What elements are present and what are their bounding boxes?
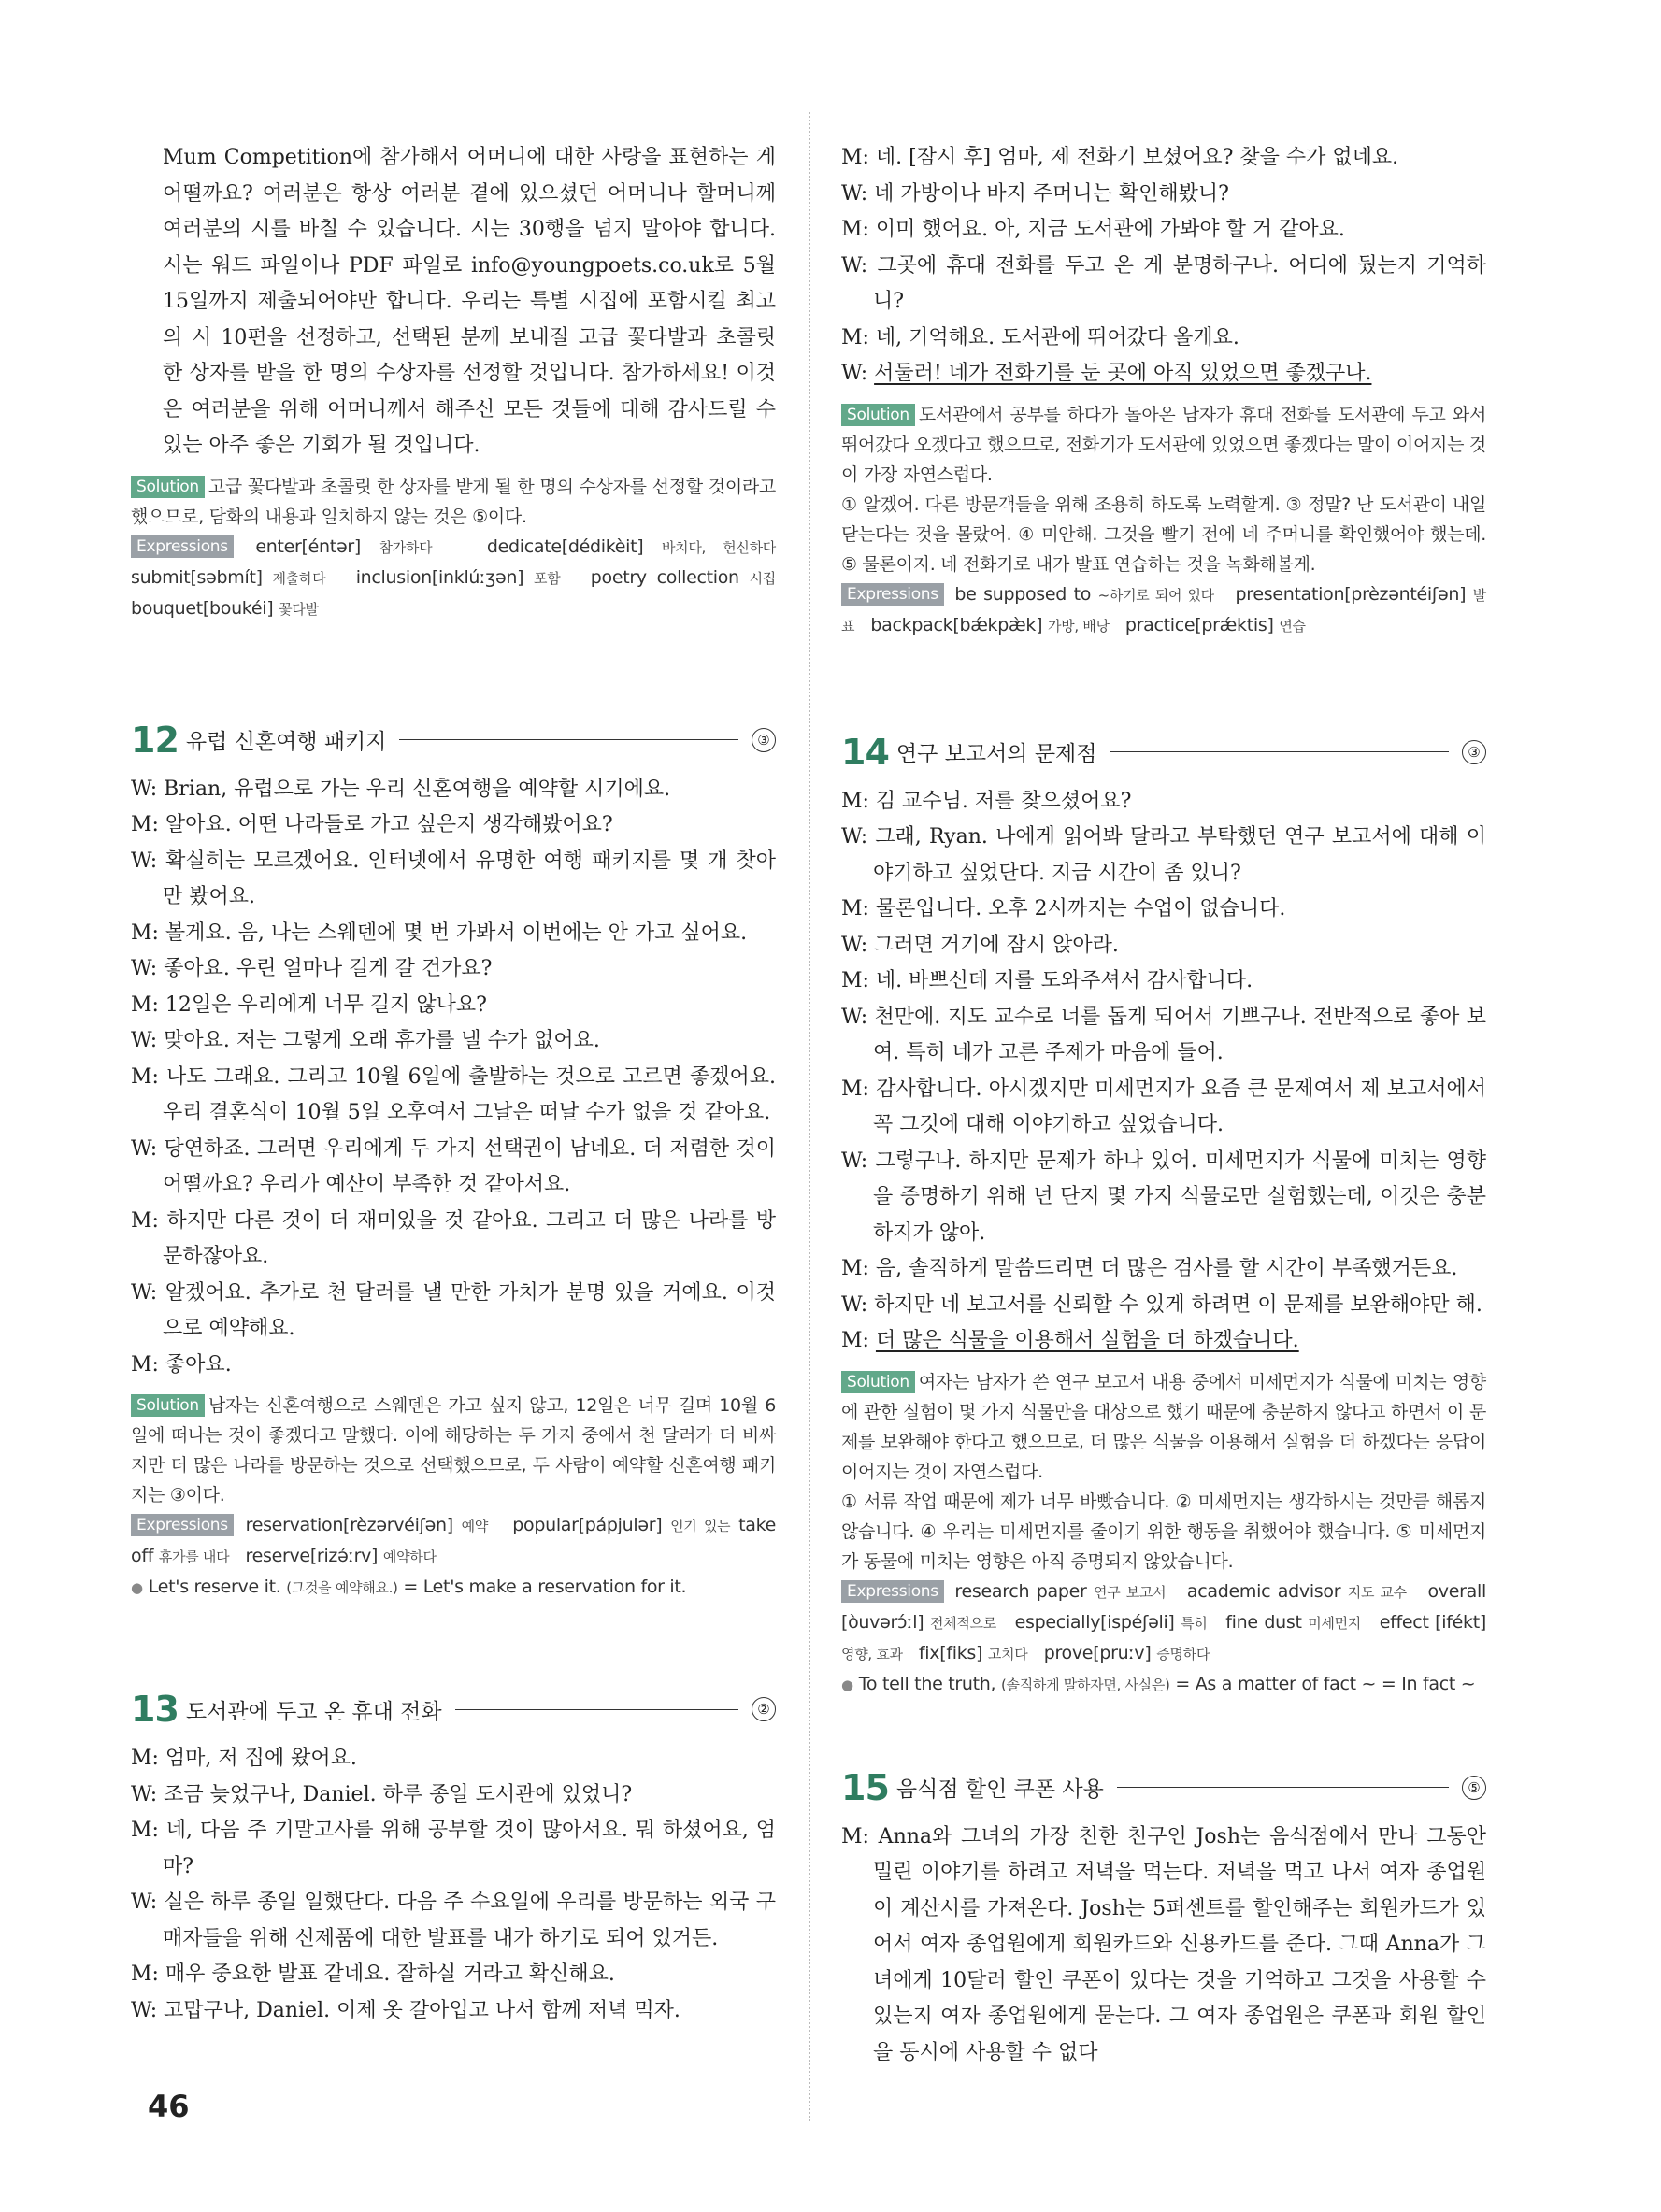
expr-meaning: 꽃다발: [279, 600, 319, 618]
dialogue-line: W: 그래, Ryan. 나에게 읽어봐 달라고 부탁했던 연구 보고서에 대해 이야기하고 싶었단다. 지금 시간이 좀 있니?: [841, 825, 1486, 885]
expr-word: especially[ispéʃəli]: [1014, 1611, 1175, 1633]
expr-meaning: 전체적으로: [929, 1614, 996, 1632]
expr-meaning: 증명하다: [1156, 1645, 1210, 1663]
expr-meaning: 인기 있는: [670, 1518, 731, 1534]
dialogue-line: W: 그러면 거기에 잠시 앉아라.: [841, 933, 1119, 957]
dialogue-line: W: 고맙구나, Daniel. 이제 옷 갈아입고 나서 함께 저녁 먹자.: [131, 1998, 680, 2022]
section-header-12: [131, 718, 776, 763]
usage-note: [131, 1572, 776, 1603]
expressions-tag: Expressions: [131, 535, 234, 558]
speaker-prefix: W:: [841, 362, 875, 385]
expressions-tag: Expressions: [841, 1580, 944, 1603]
usage-note: [841, 1669, 1486, 1700]
dialogue-line: W: 당연하죠. 그러면 우리에게 두 가지 선택권이 남네요. 더 저렴한 것이 어떨까요? 우리가 예산이 부족한 것 같아서요.: [131, 1136, 776, 1196]
expr-word: bouquet[boukéi]: [131, 597, 274, 619]
dialogue-line: W: 그곳에 휴대 전화를 두고 온 게 분명하구나. 어디에 뒀는지 기억하니?: [841, 253, 1486, 313]
expr-meaning: 고치다: [987, 1645, 1028, 1663]
note-phrase: Let's reserve it.: [148, 1577, 281, 1597]
expr-word: backpack[bǽkpæ̀k]: [870, 614, 1043, 635]
question-title: 음식점 할인 쿠폰 사용: [895, 1777, 1104, 1802]
expr-meaning: 바치다, 헌신하다: [661, 538, 776, 556]
solution-tag: Solution: [131, 476, 205, 498]
dialogue-line: W: 알겠어요. 추가로 천 달러를 낼 만한 가치가 분명 있을 거예요. 이것으로 예약해요.: [131, 1280, 776, 1340]
speaker-prefix: M:: [841, 1329, 876, 1352]
answer-sentence: 서둘러! 네가 전화기를 둔 곳에 아직 있었으면 좋겠구나.: [874, 362, 1372, 385]
expressions-block: [841, 579, 1486, 641]
dialogue-line: [841, 1323, 1486, 1360]
dialogue-line: M: 매우 중요한 발표 같네요. 잘하실 거라고 확신해요.: [131, 1962, 615, 1986]
right-column: [841, 140, 1486, 2071]
solution-block: [131, 1391, 776, 1510]
expr-meaning: 예약: [461, 1518, 489, 1534]
expr-word: practice[prǽktis]: [1124, 614, 1274, 635]
dialogue-line: M: 물론입니다. 오후 2시까지는 수업이 없습니다.: [841, 897, 1286, 920]
solution-text: 고급 꽃다발과 초콜릿 한 상자를 받게 될 한 명의 수상자를 선정할 것이라고 했으므로, 담화의 내용과 일치하지 않는 것은 ⑤이다.: [131, 476, 776, 527]
expr-meaning: 특히: [1181, 1614, 1208, 1632]
expr-word: inclusion[inklúːʒən]: [355, 566, 524, 588]
note-equivalent: = As a matter of fact ~ = In fact ~: [1175, 1673, 1476, 1694]
expr-word: reservation[rèzərvéiʃən]: [245, 1515, 453, 1535]
expr-meaning: 지도 교수: [1347, 1583, 1407, 1601]
left-column: [131, 140, 776, 2029]
expressions-block: [131, 532, 776, 624]
dialogue-line: W: 하지만 네 보고서를 신뢰할 수 있게 하려면 이 문제를 보완해야만 해.: [841, 1292, 1482, 1317]
solution-block: [841, 400, 1486, 490]
dialogue-line: M: 네. 바쁘신데 저를 도와주셔서 감사합니다.: [841, 969, 1253, 992]
question-number: 12: [131, 719, 179, 761]
expr-word: prove[pruːv]: [1043, 1642, 1152, 1663]
dialogue-line: W: 좋아요. 우린 얼마나 길게 갈 건가요?: [131, 957, 493, 980]
dialogue-line: W: 네 가방이나 바지 주머니는 확인해봤니?: [841, 181, 1229, 206]
expr-word: be supposed to: [954, 583, 1092, 605]
solution-text: 여자는 남자가 쓴 연구 보고서 내용 중에서 미세먼지가 식물에 미치는 영향에 관한 실험이 몇 가지 식물만을 대상으로 했기 때문에 충분하지 않다고 하면서 이 문제를 보완해야 한다고 했으므로, 더 많은 식물을 이용해서 실험을 더 하겠다는 응답이 이어지는 것이 자연스럽다.: [841, 1371, 1486, 1482]
bullet-icon: ●: [131, 1579, 143, 1596]
options-translation: ① 서류 작업 때문에 제가 너무 바빴습니다. ② 미세먼지는 생각하시는 것만큼 해롭지 않습니다. ④ 우리는 미세먼지를 줄이기 위한 행동을 취했어야 했습니다. ⑤ 미세먼지가 동물에 미치는 영향은 아직 증명되지 않았습니다.: [841, 1491, 1486, 1572]
expr-word: fix[fiks]: [918, 1642, 983, 1663]
section-header-15: [841, 1765, 1486, 1810]
expr-meaning: 제출하다: [272, 569, 326, 587]
solution-text: 도서관에서 공부를 하다가 돌아온 남자가 휴대 전화를 도서관에 두고 와서 뛰어갔다 오겠다고 했으므로, 전화기가 도서관에 있었으면 좋겠다는 말이 이어지는 것이 가장 자연스럽다.: [841, 404, 1486, 485]
monologue-text: Mum Competition에 참가해서 어머니에 대한 사랑을 표현하는 게 어떨까요? 여러분은 항상 여러분 곁에 있으셨던 어머니나 할머니께 여러분의 시를 바칠 수 있습니다. 시는 30행을 넘지 말아야 합니다. 시는 워드 파일이나 PDF 파일로 info@youngpoets.co.uk로 5월 15일까지 제출되어야만 합니다. 우리는 특별 시집에 포함시킬 최고의 시 10편을 선정하고, 선택된 분께 보내질 고급 꽃다발과 초콜릿 한 상자를 받을 한 명의 수상자를 선정할 것입니다. 참가하세요! 이것은 여러분을 위해 어머니께서 해주신 모든 것들에 대해 감사드릴 수 있는 아주 좋은 기회가 될 것입니다.: [163, 146, 776, 457]
expr-word: fine dust: [1225, 1611, 1302, 1633]
dialogue-line: [841, 356, 1486, 392]
expr-meaning: 포함: [534, 569, 561, 587]
expr-meaning: ~하기로 되어 있다: [1097, 586, 1214, 604]
answer-badge: ②: [752, 1697, 776, 1721]
solution-tag: Solution: [841, 404, 915, 426]
expr-meaning: 예약하다: [382, 1548, 437, 1565]
answer-badge: ③: [1462, 740, 1486, 764]
expr-meaning: 연습: [1279, 617, 1306, 635]
expr-word: poetry collection: [590, 566, 739, 588]
expr-word: reserve[rizə́ːrv]: [245, 1546, 379, 1566]
answer-badge: ⑤: [1462, 1776, 1486, 1800]
solution-block: [841, 1367, 1486, 1487]
header-rule: [399, 739, 738, 740]
section-header-14: [841, 730, 1486, 775]
expr-word: take off: [131, 1515, 777, 1566]
expr-word: submit[səbmít]: [131, 566, 263, 588]
expr-word: dedicate[dédikèit]: [486, 535, 644, 557]
dialogue-line: M: 볼게요. 음, 나는 스웨덴에 몇 번 가봐서 이번에는 안 가고 싶어요.: [131, 920, 748, 945]
note-translation: (솔직하게 말하자면, 사실은): [1000, 1676, 1170, 1693]
solution-block: [131, 472, 776, 532]
question-title: 유럽 신혼여행 패키지: [185, 730, 387, 754]
dialogue-line: W: 맞아요. 저는 그렇게 오래 휴가를 낼 수가 없어요.: [131, 1029, 600, 1052]
dialogue-line: M: Anna와 그녀의 가장 친한 친구인 Josh는 음식점에서 만나 그동안 밀린 이야기를 하려고 저녁을 먹는다. 저녁을 먹고 나서 여자 종업원이 계산서를 가져온다. Josh는 5퍼센트를 할인해주는 회원카드가 있어서 여자 종업원에게 회원카드와 신용카드를 준다. 그때 Anna가 그녀에게 10달러 할인 쿠폰이 있다는 것을 기억하고 그것을 사용할 수 있는지 여자 종업원에게 묻는다. 그 여자 종업원은 쿠폰과 회원 할인을 동시에 사용할 수 없다: [841, 1824, 1486, 2064]
expressions-tag: Expressions: [131, 1514, 234, 1536]
question-title: 도서관에 두고 온 휴대 전화: [185, 1699, 442, 1724]
dialogue-line: M: 네. [잠시 후] 엄마, 제 전화기 보셨어요? 찾을 수가 없네요.: [841, 146, 1399, 169]
dialogue-line: M: 감사합니다. 아시겠지만 미세먼지가 요즘 큰 문제여서 제 보고서에서 꼭 그것에 대해 이야기하고 싶었습니다.: [841, 1077, 1486, 1136]
expr-word: academic advisor: [1186, 1580, 1341, 1602]
expr-word: presentation[prèzəntéiʃən]: [1235, 583, 1467, 605]
expressions-block: [131, 1510, 776, 1572]
column-divider: [809, 112, 810, 2121]
dialogue-line: M: 12일은 우리에게 너무 길지 않나요?: [131, 992, 487, 1017]
bullet-icon: ●: [841, 1676, 853, 1693]
dialogue-line: M: 엄마, 저 집에 왔어요.: [131, 1747, 357, 1770]
expr-meaning: 가방, 배낭: [1047, 617, 1110, 635]
question-number: 15: [841, 1766, 889, 1808]
solution-text: 남자는 신혼여행으로 스웨덴은 가고 싶지 않고, 12일은 너무 길며 10월 6일에 떠나는 것이 좋겠다고 말했다. 이에 해당하는 두 가지 중에서 천 달러가 더 비싸지만 더 많은 나라를 방문하는 것으로 선택했으므로, 두 사람이 예약할 신혼여행 패키지는 ③이다.: [131, 1395, 776, 1506]
expr-meaning: 미세먼지: [1308, 1614, 1361, 1632]
expr-meaning: 영향, 효과: [841, 1645, 903, 1663]
expr-meaning: 발표: [841, 586, 1486, 635]
dialogue-line: W: 조금 늦었구나, Daniel. 하루 종일 도서관에 있었니?: [131, 1782, 633, 1806]
page-number: 46: [148, 2089, 190, 2124]
dialogue-line: M: 이미 했어요. 아, 지금 도서관에 가봐야 할 거 같아요.: [841, 218, 1345, 241]
dialogue-line: M: 알아요. 어떤 나라들로 가고 싶은지 생각해봤어요?: [131, 813, 613, 836]
dialogue-line: M: 하지만 다른 것이 더 재미있을 것 같아요. 그리고 더 많은 나라를 방문하잖아요.: [131, 1208, 776, 1268]
dialogue-line: W: 천만에. 지도 교수로 너를 돕게 되어서 기쁘구나. 전반적으로 좋아 보여. 특히 네가 고른 주제가 마음에 들어.: [841, 1005, 1486, 1064]
options-translation: ① 알겠어. 다른 방문객들을 위해 조용히 하도록 노력할게. ③ 정말? 난 도서관이 내일 닫는다는 것을 몰랐어. ④ 미안해. 그것을 빨기 전에 네 주머니를 확인했어야 했는데. ⑤ 물론이지. 네 전화기로 내가 발표 연습하는 것을 녹화해볼게.: [841, 493, 1486, 575]
dialogue-line: W: 실은 하루 종일 일했단다. 다음 주 수요일에 우리를 방문하는 외국 구매자들을 위해 신제품에 대한 발표를 내가 하기로 되어 있거든.: [131, 1891, 776, 1950]
solution-tag: Solution: [131, 1394, 205, 1417]
expr-meaning: 연구 보고서: [1094, 1583, 1167, 1601]
header-rule: [455, 1709, 738, 1710]
note-phrase: To tell the truth,: [858, 1673, 996, 1694]
section-header-13: [131, 1687, 776, 1732]
expressions-tag: Expressions: [841, 583, 944, 606]
dialogue-line: M: 네, 기억해요. 도서관에 뛰어갔다 올게요.: [841, 325, 1239, 350]
header-rule: [1117, 1787, 1449, 1788]
answer-badge: ③: [752, 728, 776, 752]
expr-meaning: 시집: [749, 569, 776, 587]
dialogue-line: W: Brian, 유럽으로 가는 우리 신혼여행을 예약할 시기에요.: [131, 777, 671, 801]
expr-word: overall [òuvərɔ́ːl]: [841, 1580, 1486, 1633]
expressions-block: [841, 1577, 1486, 1669]
solution-tag: Solution: [841, 1371, 915, 1393]
expr-word: effect [ifékt]: [1379, 1611, 1487, 1633]
expr-word: popular[pápjulər]: [512, 1515, 663, 1535]
question-title: 연구 보고서의 문제점: [895, 742, 1097, 766]
note-translation: (그것을 예약해요.): [286, 1579, 398, 1596]
expr-word: enter[éntər]: [255, 535, 361, 557]
dialogue-line: M: 김 교수님. 저를 찾으셨어요?: [841, 789, 1132, 813]
dialogue-line: M: 좋아요.: [131, 1352, 232, 1377]
expr-meaning: 휴가를 내다: [158, 1548, 230, 1565]
dialogue-line: M: 음, 솔직하게 말씀드리면 더 많은 검사를 할 시간이 부족했거든요.: [841, 1257, 1458, 1280]
question-number: 13: [131, 1689, 179, 1730]
header-rule: [1110, 751, 1449, 752]
dialogue-line: M: 네, 다음 주 기말고사를 위해 공부할 것이 많아서요. 뭐 하셨어요, 엄마?: [131, 1819, 776, 1878]
expr-word: research paper: [954, 1580, 1087, 1602]
dialogue-line: W: 확실히는 모르겠어요. 인터넷에서 유명한 여행 패키지를 몇 개 찾아만 봤어요.: [131, 849, 776, 908]
expr-meaning: 참가하다: [379, 538, 433, 556]
dialogue-line: W: 그렇구나. 하지만 문제가 하나 있어. 미세먼지가 식물에 미치는 영향을 증명하기 위해 넌 단지 몇 가지 식물로만 실험했는데, 이것은 충분하지가 않아.: [841, 1149, 1486, 1245]
question-number: 14: [841, 731, 889, 773]
answer-sentence: 더 많은 식물을 이용해서 실험을 더 하겠습니다.: [875, 1329, 1299, 1352]
dialogue-line: M: 나도 그래요. 그리고 10월 6일에 출발하는 것으로 고르면 좋겠어요. 우리 결혼식이 10월 5일 오후여서 그날은 떠날 수가 없을 것 같아요.: [131, 1064, 776, 1124]
note-equivalent: = Let's make a reservation for it.: [403, 1577, 687, 1597]
